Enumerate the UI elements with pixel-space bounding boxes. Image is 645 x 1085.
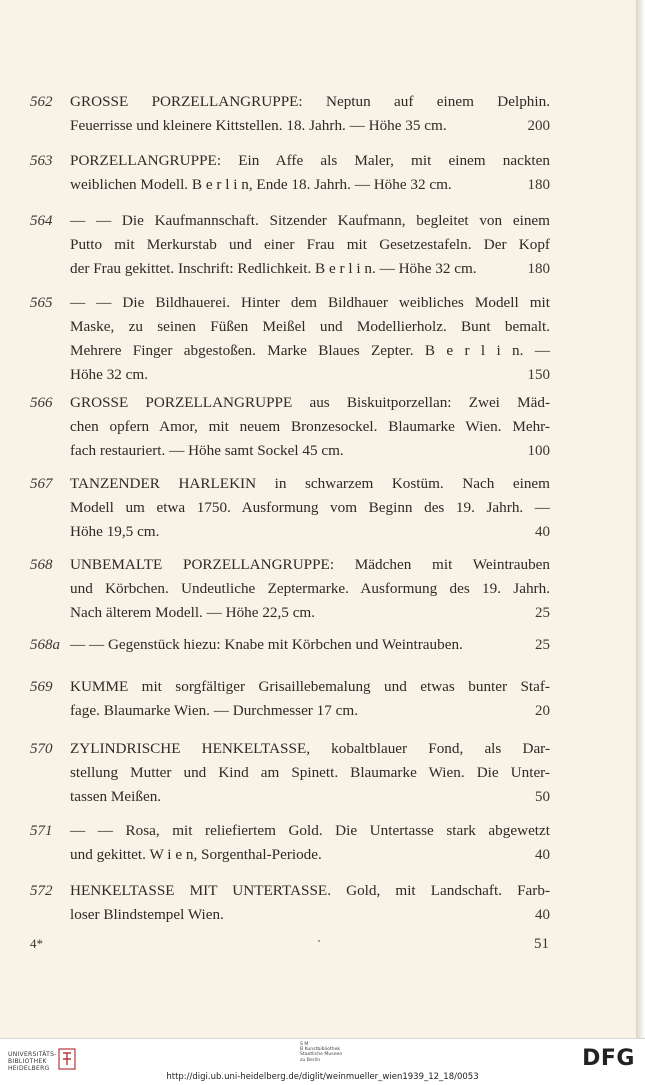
estimate-price: 50 bbox=[535, 789, 550, 805]
page-signature: 4* bbox=[30, 936, 43, 951]
lot-number: 567 bbox=[30, 476, 53, 492]
description-line: tassen Meißen. bbox=[70, 788, 162, 805]
description-line: — — Die Kaufmannschaft. Sitzender Kaufmann, begleitet von einem bbox=[70, 212, 550, 229]
center-line: zu Berlin bbox=[300, 1057, 321, 1063]
lot-number: 564 bbox=[30, 213, 53, 229]
lot-number: 566 bbox=[30, 395, 53, 411]
description-line: TANZENDER HARLEKIN in schwarzem Kostüm. Nach einem bbox=[70, 475, 550, 492]
entry-description bbox=[70, 90, 550, 138]
entry-description bbox=[70, 675, 550, 723]
page-number: 51 bbox=[534, 936, 549, 952]
entry-description bbox=[70, 879, 550, 927]
center-line: B Kunstbibliothek bbox=[300, 1047, 341, 1053]
page-dot bbox=[318, 940, 320, 942]
lot-number: 570 bbox=[30, 741, 53, 757]
center-line: S M bbox=[300, 1042, 309, 1047]
description-line: KUMME mit sorgfältiger Grisaillebemalung und etwas bunter Staf- bbox=[70, 678, 550, 695]
lot-number: 563 bbox=[30, 153, 53, 169]
lot-number: 569 bbox=[30, 679, 53, 695]
description-line: der Frau gekittet. Inschrift: Redlichkeit. B e r l i n. — Höhe 32 cm. bbox=[70, 260, 477, 277]
estimate-price: 100 bbox=[527, 443, 550, 459]
estimate-price: 200 bbox=[527, 118, 550, 134]
entry-description bbox=[70, 472, 550, 544]
lot-number: 571 bbox=[30, 823, 53, 839]
description-line: HENKELTASSE MIT UNTERTASSE. Gold, mit Landschaft. Farb- bbox=[70, 882, 550, 899]
description-line: PORZELLANGRUPPE: Ein Affe als Maler, mit einem nackten bbox=[70, 152, 550, 169]
description-line: — — Rosa, mit reliefiertem Gold. Die Untertasse stark abgewetzt bbox=[70, 822, 550, 839]
estimate-price: 40 bbox=[535, 907, 550, 923]
lot-number: 568a bbox=[30, 637, 60, 653]
library-line: BIBLIOTHEK bbox=[8, 1058, 47, 1065]
estimate-price: 25 bbox=[535, 637, 550, 653]
entry-description bbox=[70, 391, 550, 463]
estimate-price: 180 bbox=[527, 261, 550, 277]
description-line: fage. Blaumarke Wien. — Durchmesser 17 cm. bbox=[70, 702, 358, 719]
description-line: GROSSE PORZELLANGRUPPE: Neptun auf einem Delphin. bbox=[70, 93, 550, 110]
university-seal-icon bbox=[58, 1048, 76, 1070]
estimate-price: 40 bbox=[535, 524, 550, 540]
entry-description bbox=[70, 737, 550, 809]
description-line: weiblichen Modell. B e r l i n, Ende 18. Jahrh. — Höhe 32 cm. bbox=[70, 176, 452, 193]
description-line: loser Blindstempel Wien. bbox=[70, 906, 224, 923]
lot-number: 572 bbox=[30, 883, 53, 899]
lot-number: 562 bbox=[30, 94, 53, 110]
estimate-price: 150 bbox=[527, 367, 550, 383]
description-line: ZYLINDRISCHE HENKELTASSE, kobaltblauer Fond, als Dar- bbox=[70, 740, 550, 757]
dfg-logo: DFG bbox=[582, 1046, 635, 1071]
source-url-link[interactable]: http://digi.ub.uni-heidelberg.de/diglit/weinmueller_wien1939_12_18/0053 bbox=[166, 1072, 479, 1082]
kunstbibliothek-label bbox=[300, 1042, 342, 1063]
description-line: Mehrere Finger abgestoßen. Marke Blaues Zepter. B e r l i n. — bbox=[70, 342, 550, 359]
estimate-price: 40 bbox=[535, 847, 550, 863]
library-line: HEIDELBERG bbox=[8, 1065, 50, 1072]
description-line: GROSSE PORZELLANGRUPPE aus Biskuitporzellan: Zwei Mäd- bbox=[70, 394, 550, 411]
estimate-price: 180 bbox=[527, 177, 550, 193]
entry-description bbox=[70, 633, 550, 657]
estimate-price: 20 bbox=[535, 703, 550, 719]
entry-description bbox=[70, 819, 550, 867]
description-line: Höhe 32 cm. bbox=[70, 366, 149, 383]
description-line: UNBEMALTE PORZELLANGRUPPE: Mädchen mit Weintrauben bbox=[70, 556, 550, 573]
entry-description bbox=[70, 291, 550, 387]
university-library-label bbox=[8, 1051, 57, 1072]
center-line: Staatliche Museen bbox=[300, 1052, 343, 1058]
description-line: Feuerrisse und kleinere Kittstellen. 18. Jahrh. — Höhe 35 cm. bbox=[70, 117, 447, 134]
entry-description bbox=[70, 149, 550, 197]
description-line: chen opfern Amor, mit neuem Bronzesockel. Blaumarke Wien. Mehr- bbox=[70, 418, 550, 435]
digitization-footer bbox=[0, 1038, 645, 1085]
description-line: Modell um etwa 1750. Ausformung vom Beginn des 19. Jahrh. — bbox=[70, 499, 550, 516]
description-line: Nach älterem Modell. — Höhe 22,5 cm. bbox=[70, 604, 316, 621]
description-line: — — Die Bildhauerei. Hinter dem Bildhauer weibliches Modell mit bbox=[70, 294, 550, 311]
library-line: UNIVERSITÄTS- bbox=[8, 1051, 57, 1058]
description-line: Putto mit Merkurstab und einer Frau mit Gesetzestafeln. Der Kopf bbox=[70, 236, 550, 253]
lot-number: 565 bbox=[30, 295, 53, 311]
description-line: stellung Mutter und Kind am Spinett. Blaumarke Wien. Die Unter- bbox=[70, 764, 550, 781]
description-line: Höhe 19,5 cm. bbox=[70, 523, 160, 540]
description-line: fach restauriert. — Höhe samt Sockel 45 cm. bbox=[70, 442, 344, 459]
estimate-price: 25 bbox=[535, 605, 550, 621]
description-line: und Körbchen. Undeutliche Zeptermarke. Ausformung des 19. Jahrh. bbox=[70, 580, 550, 597]
lot-number: 568 bbox=[30, 557, 53, 573]
page-edge-shadow bbox=[636, 0, 645, 1038]
description-line: und gekittet. W i e n, Sorgenthal-Periode. bbox=[70, 846, 322, 863]
entry-description bbox=[70, 209, 550, 281]
description-line: Maske, zu seinen Füßen Meißel und Modellierholz. Bunt bemalt. bbox=[70, 318, 550, 335]
entry-description bbox=[70, 553, 550, 625]
description-line: — — Gegenstück hiezu: Knabe mit Körbchen und Weintrauben. bbox=[70, 636, 463, 653]
